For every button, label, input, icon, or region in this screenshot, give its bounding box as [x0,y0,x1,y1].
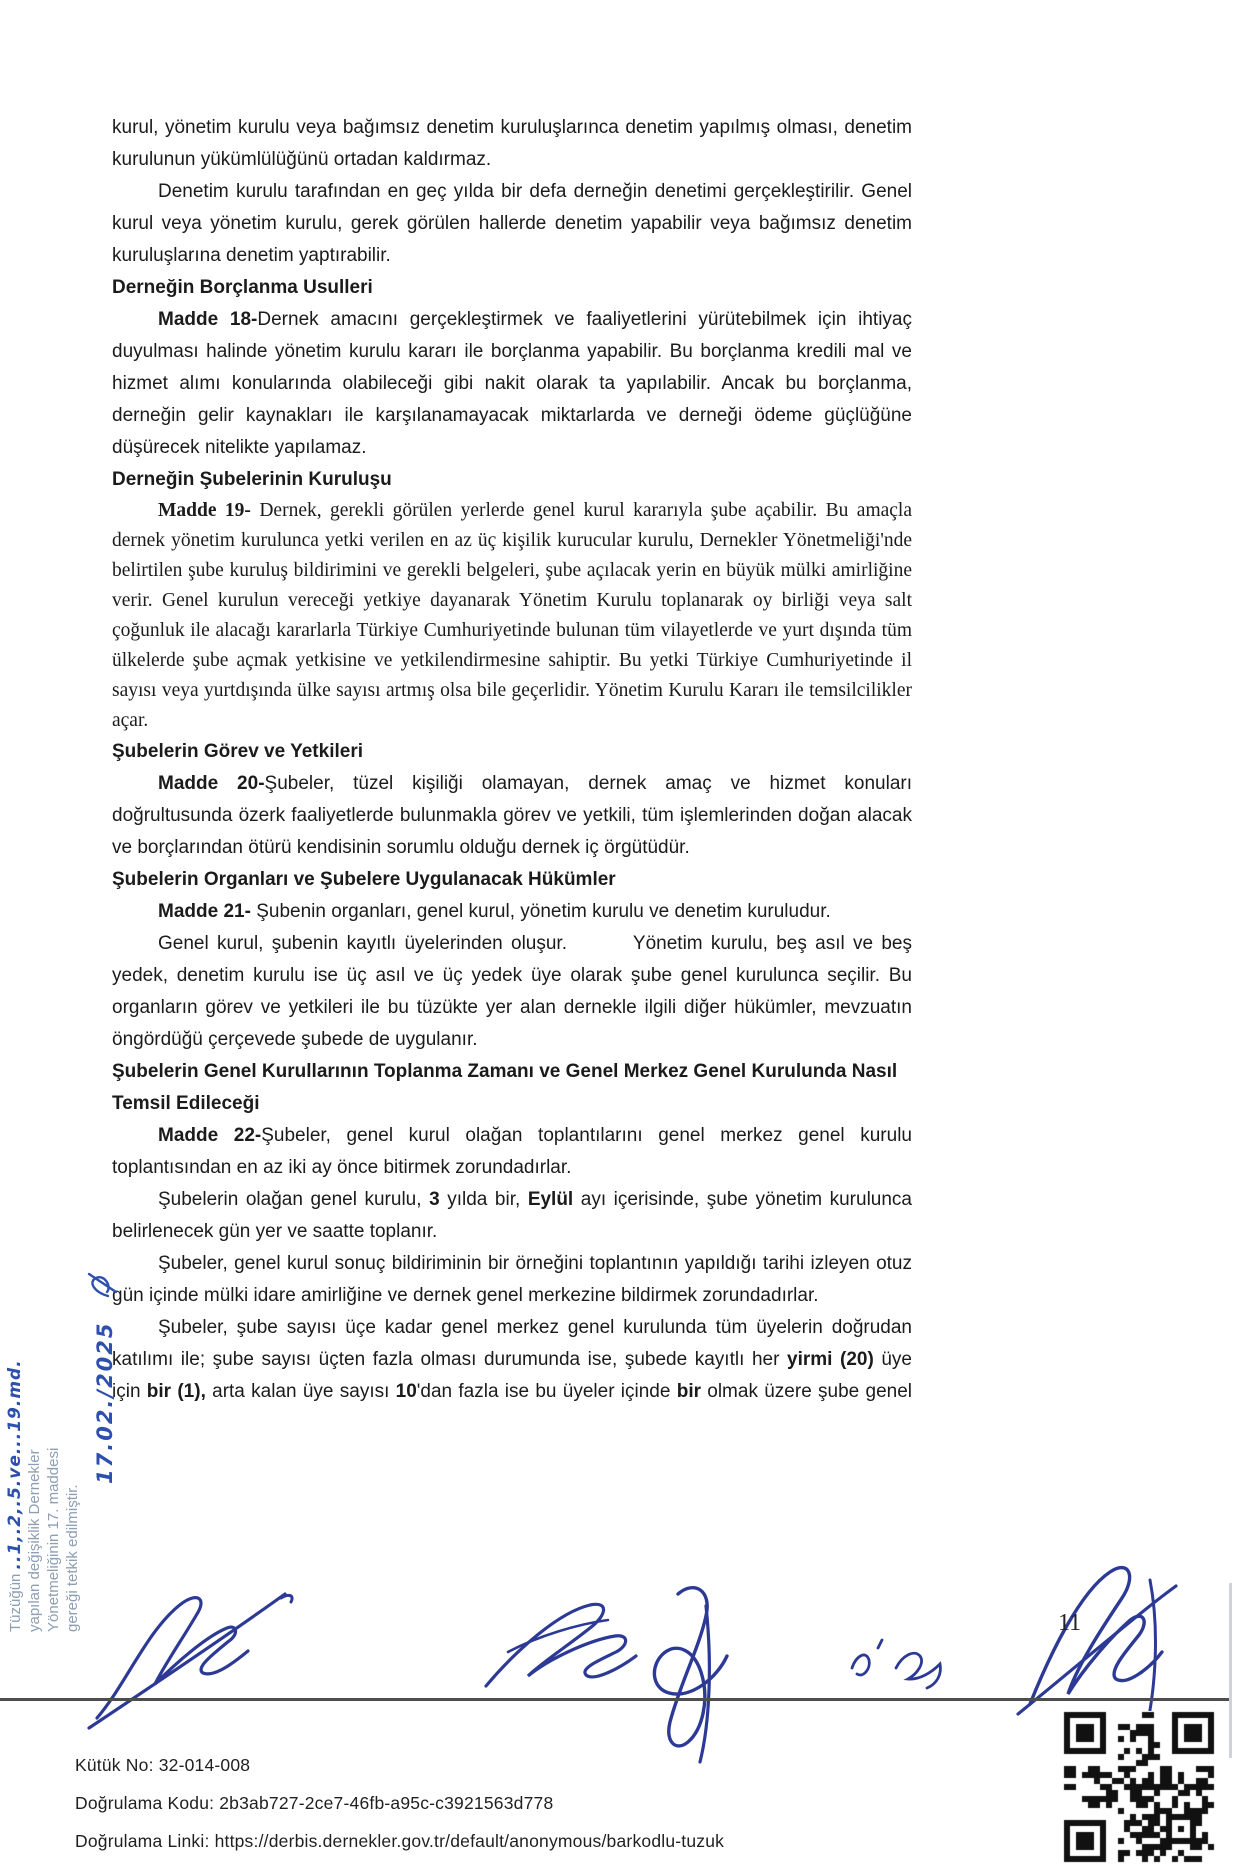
madde-22-paragraph-4: Şubeler, şube sayısı üçe kadar genel merkez genel kurulunda tüm üyelerin doğrudan katılımı ile; şube sayısı üçten fazla olması durumunda ise, şubede kayıtlı her yirmi (20) üye için bir (1), arta kalan üye sayısı 10'dan fazla ise bu üyeler içinde bir olmak üzere şube genel [112,1317,912,1402]
stamp-paraph-icon [84,1268,118,1302]
madde-21-paragraph-2: Genel kurul, şubenin kayıtlı üyelerinden oluşur. Yönetim kurulu, beş asıl ve beş yedek, denetim kurulu ise üç asıl ve üç yedek üye olarak şube genel kurulunca seçilir. Bu organların görev ve yetkileri ile bu tüzükte yer alan dernekle ilgili diğer hükümler, mevzuatın öngördüğü çerçevede şubede de uygulanır. [112,933,912,1050]
section-heading-gorev: Şubelerin Görev ve Yetkileri [112,741,363,762]
madde-20-paragraph: Madde 20-Şubeler, tüzel kişiliği olamayan, dernek amaç ve hizmet konuları doğrultusunda özerk faaliyetlerde bulunmakla görev ve yetkili, tüm işlemlerinden doğan alacak ve borçlarından ötürü kendisinin sorumlu olduğu dernek iç örgütüdür. [112,773,912,858]
signature-1 [85,1568,320,1733]
stamp-line-3: Yönetmeliğinin 17. maddesi [45,1447,62,1632]
section-heading-organlar: Şubelerin Organları ve Şubelere Uygulanacak Hükümler [112,869,616,890]
stamp-handwritten-articles: ..1,.2,.5.ve...19.md. [5,1359,25,1570]
qr-code [1063,1711,1215,1863]
page-number: 11 [1058,1610,1082,1636]
madde-18-paragraph: Madde 18-Dernek amacını gerçekleştirmek ve faaliyetlerini yürütebilmek için ihtiyaç duyulması halinde yönetim kurulu kararı ile borçlanma yapabilir. Bu borçlanma kredili mal ve hizmet alımı konularında olabileceği gibi nakit olarak ta yapılabilir. Ancak bu borçlanma, derneğin gelir kaynakları ile karşılanamayacak miktarlarda ve derneği ödeme güçlüğüne düşürecek nitelikte yapılamaz. [112,309,912,458]
paragraph-denetim-kurulu: Denetim kurulu tarafından en geç yılda bir defa derneğin denetimi gerçekleştirilir. Genel kurul veya yönetim kurulu, gerek görülen hallerde denetim yapabilir veya bağımsız denetim kuruluşlarına denetim yaptırabilir. [112,181,912,266]
madde-22-paragraph-3: Şubeler, genel kurul sonuç bildiriminin bir örneğini toplantının yapıldığı tarihi izleyen otuz gün içinde mülki idare amirliğine ve dernek genel merkezine bildirmek zorundadırlar. [112,1253,912,1306]
paragraph-denetim-continuation: kurul, yönetim kurulu veya bağımsız denetim kuruluşlarınca denetim yapılmış olması, denetim kurulunun yükümlülüğünü ortadan kaldırmaz. [112,117,912,170]
stamp-line-1 [6,1232,25,1632]
document-body [112,112,912,1408]
section-heading-borclanma: Derneğin Borçlanma Usulleri [112,277,373,298]
stamp-line-4: gereği tetkik edilmiştir. [64,1484,81,1632]
footer-dogrulama-kodu: Doğrulama Kodu: 2b3ab727-2ce7-46fb-a95c-c3921563d778 [75,1793,554,1813]
madde-22-paragraph: Madde 22-Şubeler, genel kurul olağan toplantılarını genel merkez genel kurulu toplantısından en az iki ay önce bitirmek zorundadırlar. [112,1125,912,1178]
stamp-handwritten-date: 17.02./2025 [93,1321,117,1484]
madde-19-paragraph: Madde 19- Dernek, gerekli görülen yerlerde genel kurul kararıyla şube açabilir. Bu amaçla dernek yönetim kurulunca yetki verilen en az üç kişilik kurucular kurulu, Dernekler Yönetmeliği'nde belirtilen şube kuruluş bildirimini ve gerekli belgeleri, şube açılacak yerin en büyük mülki amirliğine verir. Genel kurulun vereceği yetkiye dayanarak Yönetim Kurulu toplanarak oy birliği veya salt çoğunluk ile alacağı kararlarla Türkiye Cumhuriyetinde bulunan tüm vilayetlerde ve yurt dışında tüm ülkelerde şube açmak yetkisine ve yetkilendirmesine sahiptir. Bu yetki Türkiye Cumhuriyetinde il sayısı veya yurtdışında ülke sayısı artmış olsa bile geçerlidir. Yönetim Kurulu Kararı ile temsilcilikler açar. [112,500,913,731]
madde-21-paragraph: Madde 21- Şubenin organları, genel kurul, yönetim kurulu ve denetim kuruludur. [158,901,831,922]
madde-22-paragraph-2: Şubelerin olağan genel kurulu, 3 yılda bir, Eylül ayı içerisinde, şube yönetim kurulunca belirlenecek gün yer ve saatte toplanır. [112,1189,912,1242]
footer-dogrulama-linki: Doğrulama Linki: https://derbis.dernekler.gov.tr/default/anonymous/barkodlu-tuzuk [75,1831,725,1851]
signature-4 [838,1622,958,1700]
stamp-line-2: yapılan değişiklik Dernekler [26,1449,43,1632]
footer-divider-line [0,1698,1232,1701]
footer-kutuk-no: Kütük No: 32-014-008 [75,1755,251,1775]
signature-3 [620,1572,755,1767]
stamp-printed-prefix: Tüzüğün [7,1569,24,1632]
page-edge-shadow [1229,1583,1232,1758]
section-heading-sube-kurulus: Derneğin Şubelerinin Kuruluşu [112,469,392,490]
section-heading-toplanma: Şubelerin Genel Kurullarının Toplanma Zamanı ve Genel Merkez Genel Kurulunda Nasıl Temsil Edileceği [112,1061,898,1114]
